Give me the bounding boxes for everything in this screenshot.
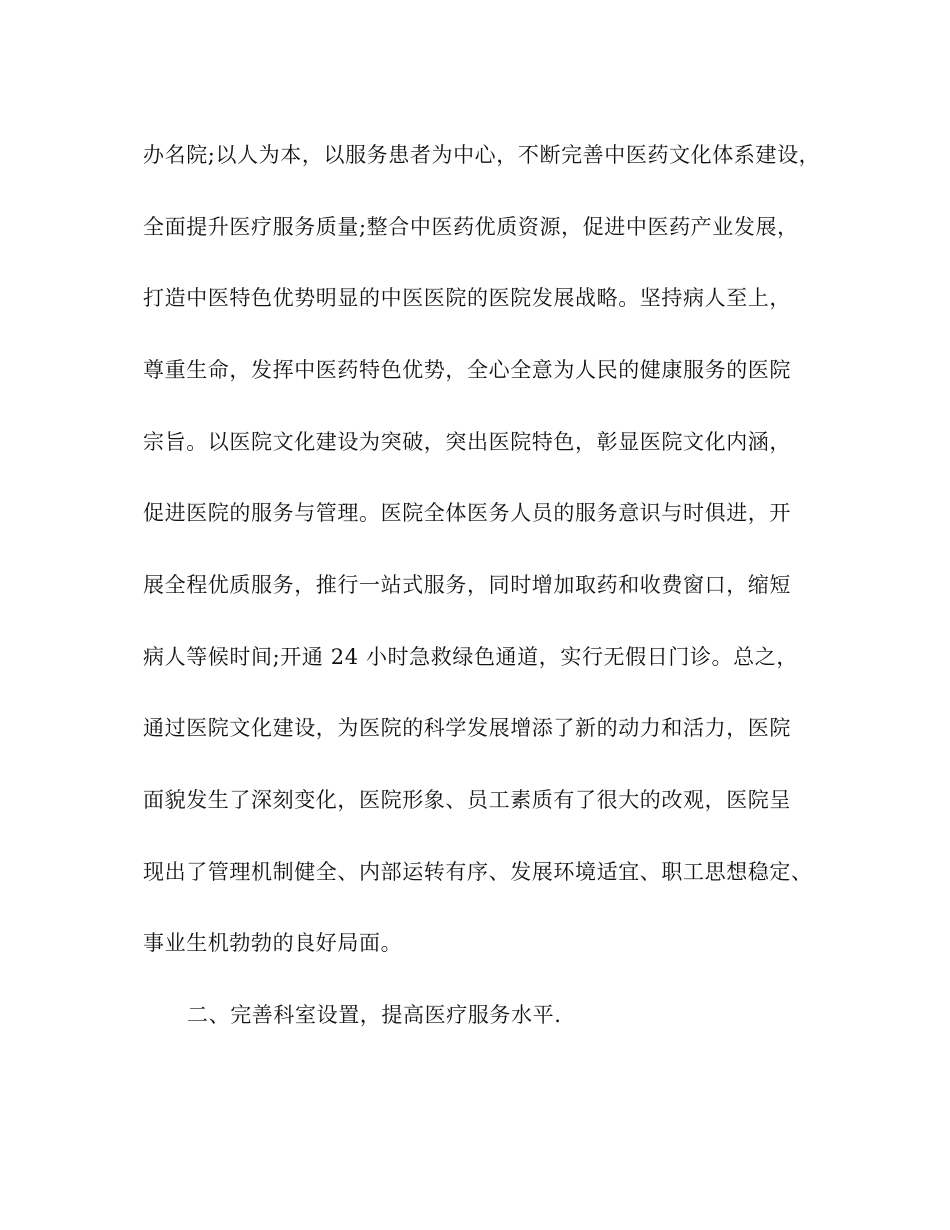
paragraph-line: 全面提升医疗服务质量;整合中医药优质资源，促进中医药产业发展， bbox=[143, 215, 799, 239]
paragraph-line: 现出了管理机制健全、内部运转有序、发展环境适宜、职工思想稳定、 bbox=[143, 860, 813, 884]
paragraph-line: 展全程优质服务，推行一站式服务，同时增加取药和收费窗口，缩短 bbox=[143, 573, 791, 597]
paragraph-line: 通过医院文化建设，为医院的科学发展增添了新的动力和活力，医院 bbox=[143, 716, 791, 740]
paragraph-line: 尊重生命，发挥中医药特色优势，全心全意为人民的健康服务的医院 bbox=[143, 358, 791, 382]
section-heading: 二、完善科室设置，提高医疗服务水平. bbox=[187, 1003, 562, 1027]
paragraph-line: 病人等候时间;开通 24 小时急救绿色通道，实行无假日门诊。总之， bbox=[143, 645, 798, 669]
paragraph-line: 事业生机勃勃的良好局面。 bbox=[143, 931, 403, 955]
paragraph-line: 促进医院的服务与管理。医院全体医务人员的服务意识与时俱进，开 bbox=[143, 501, 791, 525]
paragraph-line: 打造中医特色优势明显的中医医院的医院发展战略。坚持病人至上， bbox=[143, 286, 791, 310]
paragraph-line: 面貌发生了深刻变化，医院形象、员工素质有了很大的改观，医院呈 bbox=[143, 788, 791, 812]
paragraph-line: 办名院;以人为本，以服务患者为中心，不断完善中医药文化体系建设， bbox=[143, 143, 821, 167]
paragraph-line: 宗旨。以医院文化建设为突破，突出医院特色，彰显医院文化内涵， bbox=[143, 430, 791, 454]
